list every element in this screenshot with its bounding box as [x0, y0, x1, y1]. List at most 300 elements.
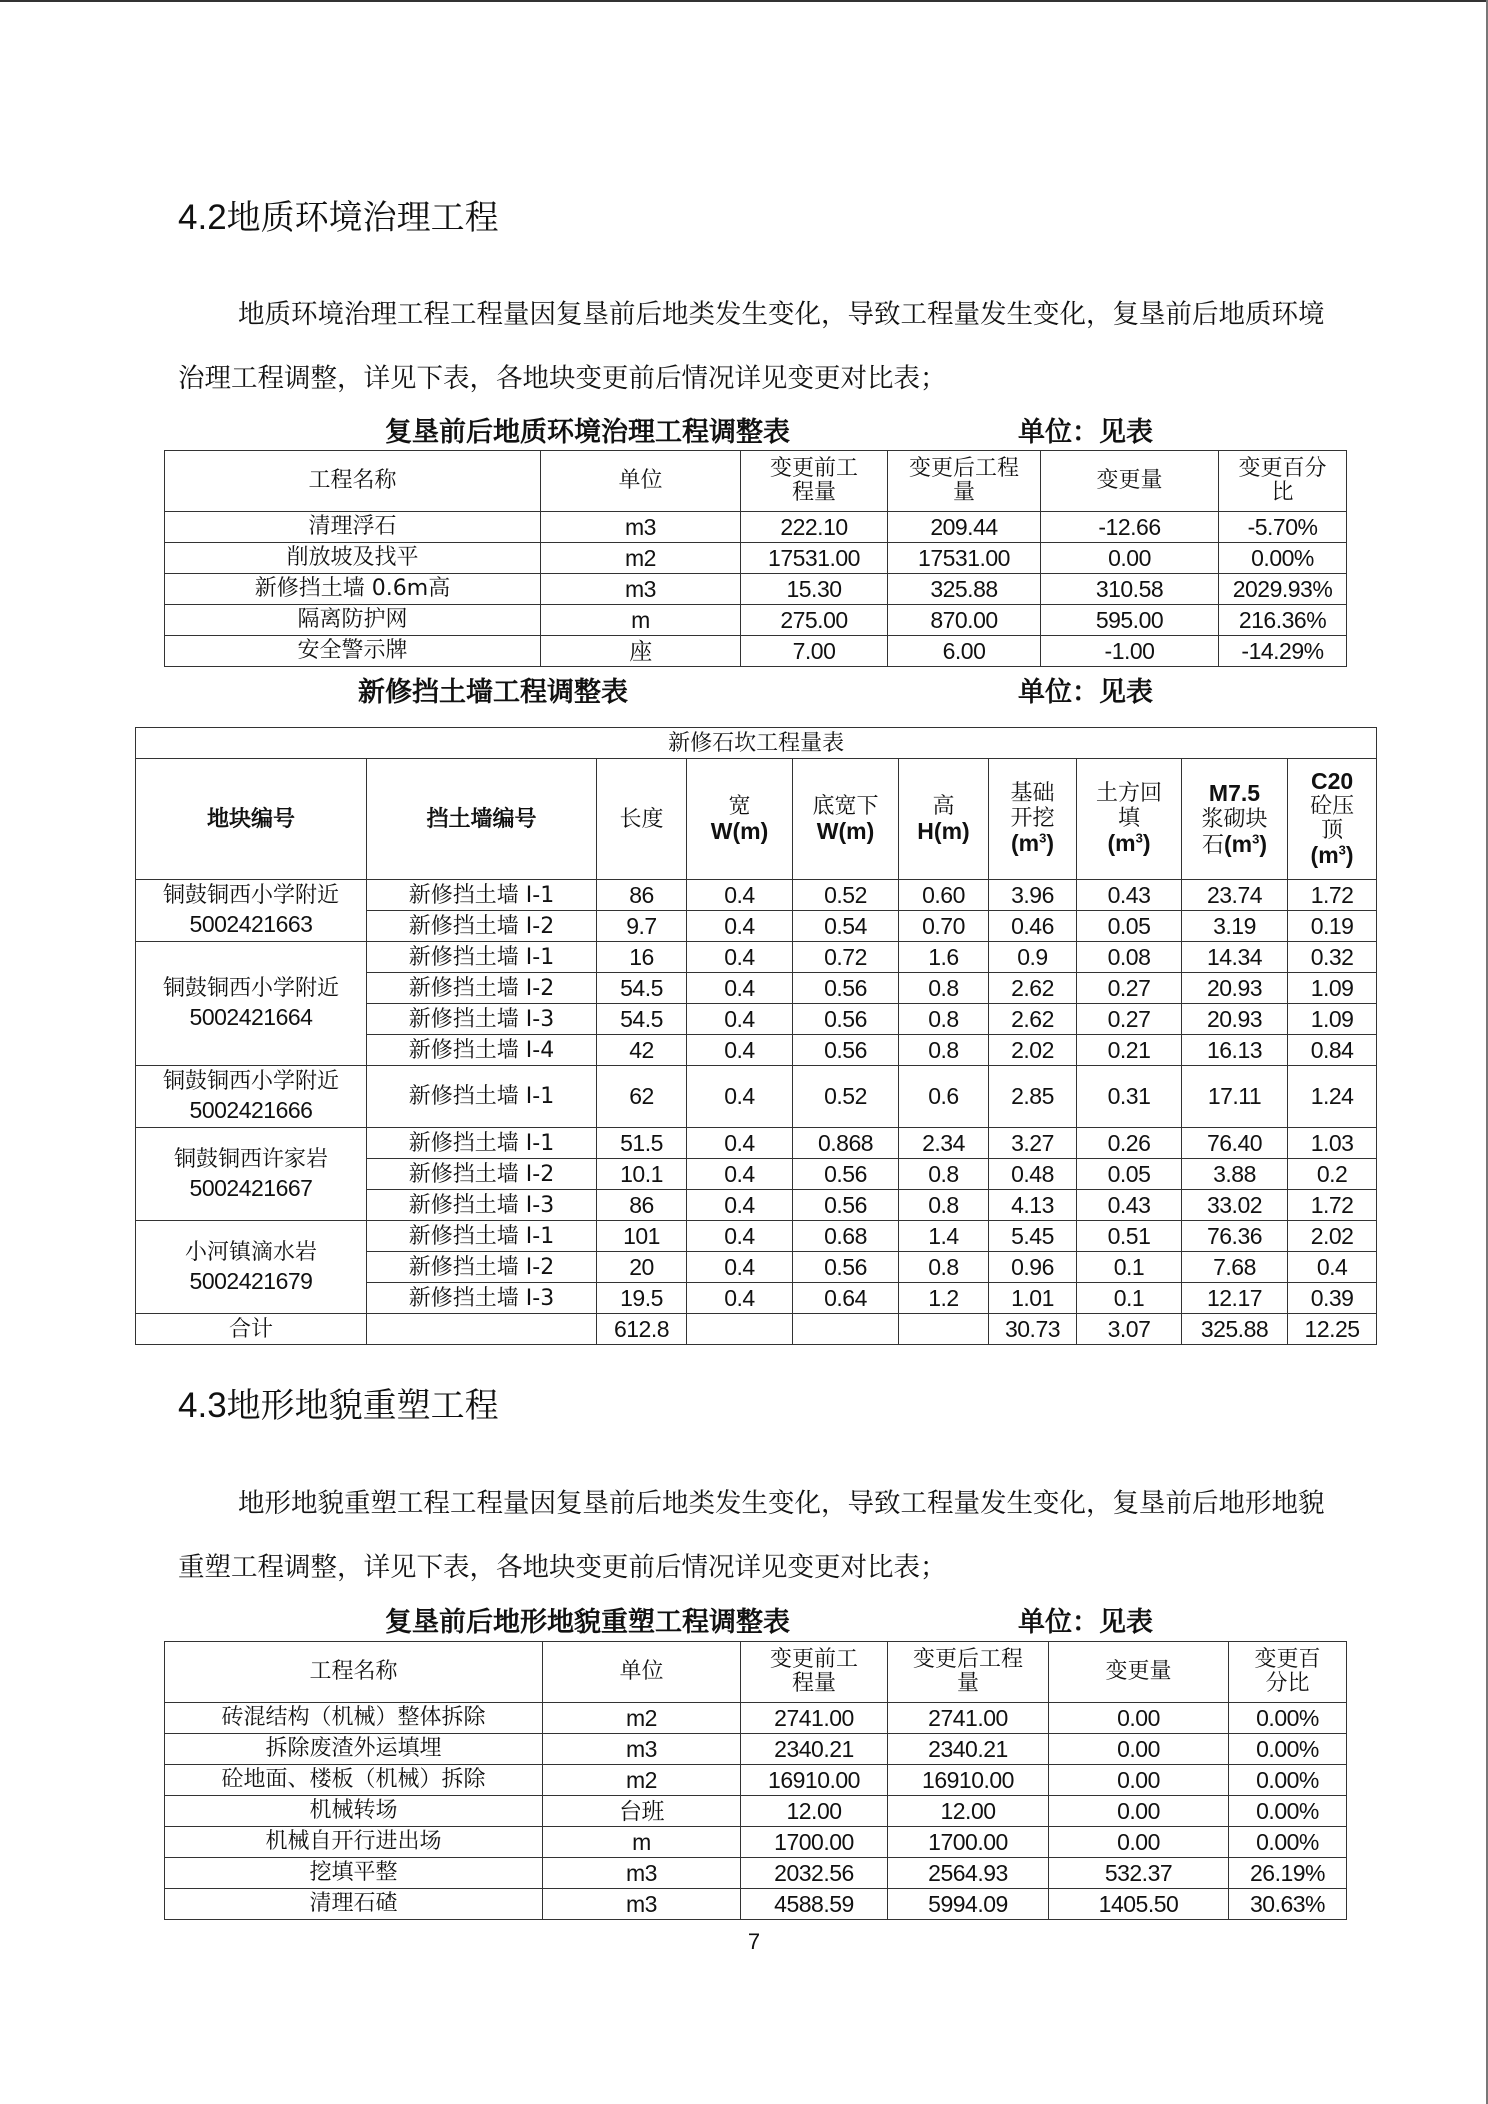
table-row — [165, 1889, 1347, 1920]
table-cell: 0.32 — [1288, 942, 1377, 973]
plot-name: 铜鼓铜西许家岩 — [173, 1146, 328, 1172]
table-cell: 0.00% — [1229, 1765, 1347, 1796]
table-cell: 2.62 — [989, 1004, 1077, 1035]
header-text: 程量 — [791, 480, 836, 505]
table-cell: 12.17 — [1182, 1283, 1288, 1314]
plot-code: 5002421667 — [189, 1174, 313, 1201]
table-cell: 0.4 — [687, 973, 793, 1004]
table-cell: 0.4 — [687, 1035, 793, 1066]
header-text: 工程名称 — [308, 468, 397, 493]
table-cell: 6.00 — [888, 636, 1041, 667]
table-cell: 17531.00 — [741, 543, 888, 574]
header-cell — [543, 1642, 741, 1703]
table-cell: 16910.00 — [741, 1765, 888, 1796]
header-excavation-close: ) — [1046, 830, 1055, 856]
table-cell: 0.00% — [1229, 1734, 1347, 1765]
plot-name: 铜鼓铜西小学附近 — [162, 976, 339, 1001]
table3-unit-label: 单位：见表 — [1018, 1607, 1153, 1638]
table-cell: 0.56 — [793, 1159, 899, 1190]
total-cell — [367, 1314, 597, 1345]
table-cell: 0.4 — [687, 880, 793, 911]
header-text: 变更百分 — [1238, 456, 1327, 481]
table-cell: 1.72 — [1288, 880, 1377, 911]
table-cell: 275.00 — [741, 605, 888, 636]
table-cell: -12.66 — [1041, 512, 1219, 543]
table-cell: 0.4 — [687, 942, 793, 973]
header-masonry-unit: (m — [1223, 830, 1253, 857]
table-cell: 2564.93 — [888, 1858, 1049, 1889]
item-name-cell: 机械自开行进出场 — [165, 1827, 543, 1858]
table-cell: 4.13 — [989, 1190, 1077, 1221]
table-cell: 0.05 — [1077, 911, 1182, 942]
table-cell: 0.68 — [793, 1221, 899, 1252]
header-cell — [1049, 1642, 1229, 1703]
table-cell: 1.4 — [899, 1221, 989, 1252]
table-cell: 209.44 — [888, 512, 1041, 543]
header-masonry — [1182, 759, 1288, 880]
header-backfill-l1: 土方回 — [1095, 781, 1162, 806]
table-cell: m2 — [541, 543, 741, 574]
header-text: 比 — [1271, 480, 1294, 505]
plot-cell — [136, 1066, 367, 1128]
table-cell: 0.4 — [687, 1159, 793, 1190]
total-row — [136, 1314, 1377, 1345]
table-cell: 51.5 — [597, 1128, 687, 1159]
table-cell: 0.00% — [1229, 1827, 1347, 1858]
header-masonry-exp: 3 — [1252, 830, 1260, 846]
page-number: 7 — [747, 1929, 761, 1954]
table-cell: 76.36 — [1182, 1221, 1288, 1252]
table-row — [165, 1765, 1347, 1796]
wall-id-cell: 新修挡土墙 I-2 — [367, 1159, 597, 1190]
table-cell: 3.96 — [989, 880, 1077, 911]
table-cell: 0.27 — [1077, 1004, 1182, 1035]
header-masonry-close: ) — [1259, 830, 1268, 857]
table-cell: m3 — [543, 1858, 741, 1889]
table-cell: 7.68 — [1182, 1252, 1288, 1283]
table-cell: 0.43 — [1077, 880, 1182, 911]
table-cell: 62 — [597, 1066, 687, 1128]
table-cell: m3 — [541, 512, 741, 543]
table3-caption: 复垦前后地形地貌重塑工程调整表 — [385, 1607, 790, 1638]
table-cell: 0.64 — [793, 1283, 899, 1314]
table-cell: 12.00 — [888, 1796, 1049, 1827]
table-cell: 2.85 — [989, 1066, 1077, 1128]
wall-id-cell: 新修挡土墙 I-1 — [367, 1128, 597, 1159]
table-cell: 19.5 — [597, 1283, 687, 1314]
table-cell: 2340.21 — [888, 1734, 1049, 1765]
table-cell: 2741.00 — [741, 1703, 888, 1734]
table-cell: 0.39 — [1288, 1283, 1377, 1314]
table-cell: 42 — [597, 1035, 687, 1066]
landform-reshaping-table — [164, 1641, 1347, 1920]
header-bottom-width-label: 底宽下 — [812, 793, 879, 819]
table-cell: 0.4 — [1288, 1252, 1377, 1283]
wall-id-cell: 新修挡土墙 I-1 — [367, 1066, 597, 1128]
table-cell: -1.00 — [1041, 636, 1219, 667]
total-cell: 12.25 — [1288, 1314, 1377, 1345]
total-cell: 325.88 — [1182, 1314, 1288, 1345]
plot-cell — [136, 1128, 367, 1221]
table-cell: 216.36% — [1219, 605, 1347, 636]
table-cell: 1700.00 — [741, 1827, 888, 1858]
page-top-border — [0, 0, 1488, 2]
wall-id-cell: 新修挡土墙 I-1 — [367, 1221, 597, 1252]
wall-id-cell: 新修挡土墙 I-3 — [367, 1190, 597, 1221]
table-cell: 3.88 — [1182, 1159, 1288, 1190]
table-cell: 1.6 — [899, 942, 989, 973]
header-backfill-close: ) — [1142, 830, 1151, 856]
plot-code: 5002421666 — [189, 1097, 313, 1123]
header-text: 变更量 — [1096, 468, 1163, 493]
total-cell — [687, 1314, 793, 1345]
section-4-3-paragraph: 地形地貌重塑工程工程量因复垦前后地类发生变化，导致工程量发生变化，复垦前后地形地貌重塑工程调整，详见下表，各地块变更前后情况详见变更对比表； — [178, 1488, 1325, 1583]
table-cell: 9.7 — [597, 911, 687, 942]
table-cell: 0.4 — [687, 1128, 793, 1159]
table-cell: 0.4 — [687, 1221, 793, 1252]
table-cell: -14.29% — [1219, 636, 1347, 667]
table-cell: 0.96 — [989, 1252, 1077, 1283]
table2-unit-label: 单位：见表 — [1018, 677, 1153, 708]
total-cell: 612.8 — [597, 1314, 687, 1345]
item-name-cell: 机械转场 — [165, 1796, 543, 1827]
table-cell: 0.8 — [899, 1035, 989, 1066]
table-cell: 0.4 — [687, 911, 793, 942]
table-cell: 0.00 — [1041, 543, 1219, 574]
header-concrete-exp: 3 — [1338, 842, 1346, 858]
header-cell — [1219, 451, 1347, 512]
section-4-3-title: 地形地貌重塑工程 — [226, 1386, 499, 1426]
header-width-label: 宽 — [728, 793, 751, 819]
total-cell: 3.07 — [1077, 1314, 1182, 1345]
table-cell: 10.1 — [597, 1159, 687, 1190]
table-cell: 5.45 — [989, 1221, 1077, 1252]
total-cell — [899, 1314, 989, 1345]
table-row — [136, 1066, 1377, 1128]
table-cell: 23.74 — [1182, 880, 1288, 911]
table-cell: 0.00 — [1049, 1796, 1229, 1827]
item-name-cell: 清理石碴 — [165, 1889, 543, 1920]
table-cell: 0.8 — [899, 1159, 989, 1190]
table-cell: 0.60 — [899, 880, 989, 911]
header-excavation-l1: 基础 — [1010, 781, 1055, 806]
header-text: 分比 — [1265, 1671, 1310, 1696]
header-cell — [541, 451, 741, 512]
table-cell: 0.8 — [899, 1252, 989, 1283]
wall-id-cell: 新修挡土墙 I-2 — [367, 973, 597, 1004]
total-label: 合计 — [136, 1314, 367, 1345]
table-cell: 2.02 — [1288, 1221, 1377, 1252]
table-cell: m2 — [543, 1765, 741, 1796]
table-cell: 310.58 — [1041, 574, 1219, 605]
header-text: 量 — [956, 1671, 979, 1696]
table-cell: 2340.21 — [741, 1734, 888, 1765]
table-row — [165, 1858, 1347, 1889]
table-cell: 0.4 — [687, 1190, 793, 1221]
plot-cell — [136, 880, 367, 942]
table-cell: 20.93 — [1182, 1004, 1288, 1035]
header-text: 单位 — [619, 1659, 664, 1684]
table-cell: -5.70% — [1219, 512, 1347, 543]
table-cell: 26.19% — [1229, 1858, 1347, 1889]
item-name-cell: 削放坡及找平 — [165, 543, 541, 574]
table-cell: 5994.09 — [888, 1889, 1049, 1920]
table-cell: 3.27 — [989, 1128, 1077, 1159]
table-cell: 0.56 — [793, 1004, 899, 1035]
table-cell: 20 — [597, 1252, 687, 1283]
table-cell: 595.00 — [1041, 605, 1219, 636]
header-excavation-exp: 3 — [1039, 830, 1047, 846]
table-cell: 86 — [597, 880, 687, 911]
item-name-cell: 砼地面、楼板（机械）拆除 — [165, 1765, 543, 1796]
table-cell: 16910.00 — [888, 1765, 1049, 1796]
table-cell: 54.5 — [597, 1004, 687, 1035]
wall-id-cell: 新修挡土墙 I-1 — [367, 880, 597, 911]
plot-name: 铜鼓铜西小学附近 — [162, 883, 339, 908]
table-cell: 20.93 — [1182, 973, 1288, 1004]
table-header-row — [136, 759, 1377, 880]
table1-unit-label: 单位：见表 — [1018, 417, 1153, 448]
header-backfill-unit: (m — [1107, 830, 1136, 856]
table-cell: 1.09 — [1288, 973, 1377, 1004]
table-cell: 0.1 — [1077, 1252, 1182, 1283]
header-plot: 地块编号 — [136, 759, 367, 880]
wall-id-cell: 新修挡土墙 I-2 — [367, 1252, 597, 1283]
table-cell: 2.62 — [989, 973, 1077, 1004]
table-cell: 0.8 — [899, 1004, 989, 1035]
section-4-3-number: 4.3 — [178, 1386, 227, 1425]
table-cell: 0.43 — [1077, 1190, 1182, 1221]
header-concrete-l2: 砼压 — [1310, 794, 1355, 819]
table-cell: 0.05 — [1077, 1159, 1182, 1190]
table-cell: m3 — [543, 1889, 741, 1920]
section-4-2-paragraph: 地质环境治理工程工程量因复垦前后地类发生变化，导致工程量发生变化，复垦前后地质环境治理工程调整，详见下表，各地块变更前后情况详见变更对比表； — [178, 299, 1325, 394]
wall-id-cell: 新修挡土墙 I-3 — [367, 1283, 597, 1314]
table-cell: 1.09 — [1288, 1004, 1377, 1035]
table-cell: 0.70 — [899, 911, 989, 942]
header-length: 长度 — [597, 759, 687, 880]
table-cell: 2.34 — [899, 1128, 989, 1159]
table-row — [136, 1128, 1377, 1159]
table1-caption: 复垦前后地质环境治理工程调整表 — [385, 417, 790, 448]
header-bottom-width — [793, 759, 899, 880]
item-name-cell: 新修挡土墙 0.6m高 — [165, 574, 541, 605]
wall-id-cell: 新修挡土墙 I-1 — [367, 942, 597, 973]
table-cell: 1405.50 — [1049, 1889, 1229, 1920]
table-header-row — [165, 451, 1347, 512]
header-concrete-l3: 顶 — [1321, 818, 1344, 843]
header-concrete-unit: (m — [1310, 842, 1339, 868]
table-cell: m — [543, 1827, 741, 1858]
table-cell: 0.4 — [687, 1283, 793, 1314]
item-name-cell: 砖混结构（机械）整体拆除 — [165, 1703, 543, 1734]
wall-id-cell: 新修挡土墙 I-4 — [367, 1035, 597, 1066]
table-cell: 0.84 — [1288, 1035, 1377, 1066]
header-wall: 挡土墙编号 — [367, 759, 597, 880]
table-cell: 0.48 — [989, 1159, 1077, 1190]
wall-id-cell: 新修挡土墙 I-3 — [367, 1004, 597, 1035]
table-cell: 0.56 — [793, 1190, 899, 1221]
table-cell: 0.4 — [687, 1252, 793, 1283]
header-cell — [165, 451, 541, 512]
item-name-cell: 清理浮石 — [165, 512, 541, 543]
header-backfill — [1077, 759, 1182, 880]
table-row — [136, 1221, 1377, 1252]
header-text: 程量 — [791, 1671, 836, 1696]
header-height-label: 高 — [932, 793, 955, 819]
header-width-unit: W(m) — [710, 817, 769, 844]
wall-id-cell: 新修挡土墙 I-2 — [367, 911, 597, 942]
table-cell: 325.88 — [888, 574, 1041, 605]
table-cell: 0.51 — [1077, 1221, 1182, 1252]
table-row — [165, 1796, 1347, 1827]
header-excavation-l2: 开挖 — [1010, 806, 1055, 831]
table-cell: 86 — [597, 1190, 687, 1221]
header-masonry-l1: M7.5 — [1208, 779, 1261, 806]
table-cell: 33.02 — [1182, 1190, 1288, 1221]
table-cell: 1.2 — [899, 1283, 989, 1314]
table-cell: 台班 — [543, 1796, 741, 1827]
plot-name: 小河镇滴水岩 — [184, 1239, 317, 1265]
table-cell: 0.00 — [1049, 1765, 1229, 1796]
table-cell: 0.00 — [1049, 1703, 1229, 1734]
table-cell: 0.8 — [899, 973, 989, 1004]
header-text: 变更前工 — [769, 1647, 858, 1672]
plot-name: 铜鼓铜西小学附近 — [162, 1069, 339, 1094]
header-cell — [888, 451, 1041, 512]
header-cell — [741, 451, 888, 512]
header-masonry-l2: 浆砌块 — [1201, 806, 1268, 832]
table-cell: 0.72 — [793, 942, 899, 973]
retaining-wall-table — [135, 727, 1377, 1345]
header-height-unit: H(m) — [917, 817, 970, 844]
table-row — [165, 1827, 1347, 1858]
table-cell: 0.21 — [1077, 1035, 1182, 1066]
geological-treatment-table — [164, 450, 1347, 667]
plot-cell — [136, 942, 367, 1066]
table-cell: 30.63% — [1229, 1889, 1347, 1920]
header-text: 变更后工程 — [908, 456, 1019, 481]
header-bottom-width-unit: W(m) — [816, 817, 875, 844]
total-cell — [793, 1314, 899, 1345]
plot-code: 5002421664 — [189, 1004, 313, 1030]
table-cell: 0.00% — [1229, 1796, 1347, 1827]
table-cell: 17531.00 — [888, 543, 1041, 574]
item-name-cell: 安全警示牌 — [165, 636, 541, 667]
table-row — [136, 942, 1377, 973]
table-cell: 0.46 — [989, 911, 1077, 942]
total-cell: 30.73 — [989, 1314, 1077, 1345]
table-row — [165, 1734, 1347, 1765]
table-row — [165, 636, 1347, 667]
header-text: 量 — [952, 480, 975, 505]
item-name-cell: 拆除废渣外运填埋 — [165, 1734, 543, 1765]
header-text: 单位 — [618, 468, 663, 493]
table-cell: 16.13 — [1182, 1035, 1288, 1066]
header-cell — [888, 1642, 1049, 1703]
table-row — [165, 1703, 1347, 1734]
header-height — [899, 759, 989, 880]
table-cell: 14.34 — [1182, 942, 1288, 973]
header-concrete-l1: C20 — [1310, 768, 1354, 794]
table-cell: 0.27 — [1077, 973, 1182, 1004]
table-cell: 0.4 — [687, 1004, 793, 1035]
header-text: 变更后工程 — [912, 1647, 1023, 1672]
table-cell: 0.52 — [793, 1066, 899, 1128]
section-4-2-number: 4.2 — [178, 198, 227, 237]
table-row — [165, 543, 1347, 574]
table-cell: 101 — [597, 1221, 687, 1252]
table-cell: 15.30 — [741, 574, 888, 605]
table-cell: 0.56 — [793, 973, 899, 1004]
header-cell — [741, 1642, 888, 1703]
table-cell: 0.6 — [899, 1066, 989, 1128]
header-text: 变更量 — [1105, 1659, 1172, 1684]
header-backfill-exp: 3 — [1135, 830, 1143, 846]
table-cell: 0.54 — [793, 911, 899, 942]
table-cell: 532.37 — [1049, 1858, 1229, 1889]
header-cell — [1041, 451, 1219, 512]
table-header-row — [165, 1642, 1347, 1703]
table-cell: 2032.56 — [741, 1858, 888, 1889]
table-cell: 0.26 — [1077, 1128, 1182, 1159]
table-cell: 12.00 — [741, 1796, 888, 1827]
table-row — [165, 605, 1347, 636]
table-cell: 1.24 — [1288, 1066, 1377, 1128]
table-cell: 0.52 — [793, 880, 899, 911]
section-4-3-heading — [178, 1378, 499, 1427]
table-cell: 0.9 — [989, 942, 1077, 973]
table-cell: 0.00 — [1049, 1734, 1229, 1765]
table-cell: 16 — [597, 942, 687, 973]
table-cell: 222.10 — [741, 512, 888, 543]
table-cell: 0.56 — [793, 1035, 899, 1066]
table-cell: m — [541, 605, 741, 636]
table-cell: 0.1 — [1077, 1283, 1182, 1314]
table-cell: 0.31 — [1077, 1066, 1182, 1128]
table-cell: 4588.59 — [741, 1889, 888, 1920]
table-cell: 7.00 — [741, 636, 888, 667]
header-masonry-l3: 石 — [1201, 832, 1224, 858]
table-row — [136, 880, 1377, 911]
table-cell: 76.40 — [1182, 1128, 1288, 1159]
table-row — [165, 512, 1347, 543]
table-title-row — [136, 728, 1377, 759]
plot-code: 5002421663 — [189, 911, 313, 937]
table-cell: 0.8 — [899, 1190, 989, 1221]
table-cell: 3.19 — [1182, 911, 1288, 942]
header-text: 工程名称 — [309, 1659, 398, 1684]
item-name-cell: 隔离防护网 — [165, 605, 541, 636]
table-cell: 1.01 — [989, 1283, 1077, 1314]
table-cell: 1700.00 — [888, 1827, 1049, 1858]
table-cell: 54.5 — [597, 973, 687, 1004]
table-cell: 2029.93% — [1219, 574, 1347, 605]
table2-inner-title: 新修石坎工程量表 — [136, 728, 1377, 759]
table-cell: 1.03 — [1288, 1128, 1377, 1159]
table-cell: 870.00 — [888, 605, 1041, 636]
item-name-cell: 挖填平整 — [165, 1858, 543, 1889]
plot-code: 5002421679 — [189, 1267, 313, 1294]
table-cell: 0.4 — [687, 1066, 793, 1128]
table-cell: 座 — [541, 636, 741, 667]
table2-caption: 新修挡土墙工程调整表 — [358, 677, 628, 708]
table-cell: 0.56 — [793, 1252, 899, 1283]
table-cell: 0.00 — [1049, 1827, 1229, 1858]
section-4-2-heading — [178, 190, 499, 239]
section-4-2-title: 地质环境治理工程 — [226, 198, 499, 238]
table-row — [165, 574, 1347, 605]
